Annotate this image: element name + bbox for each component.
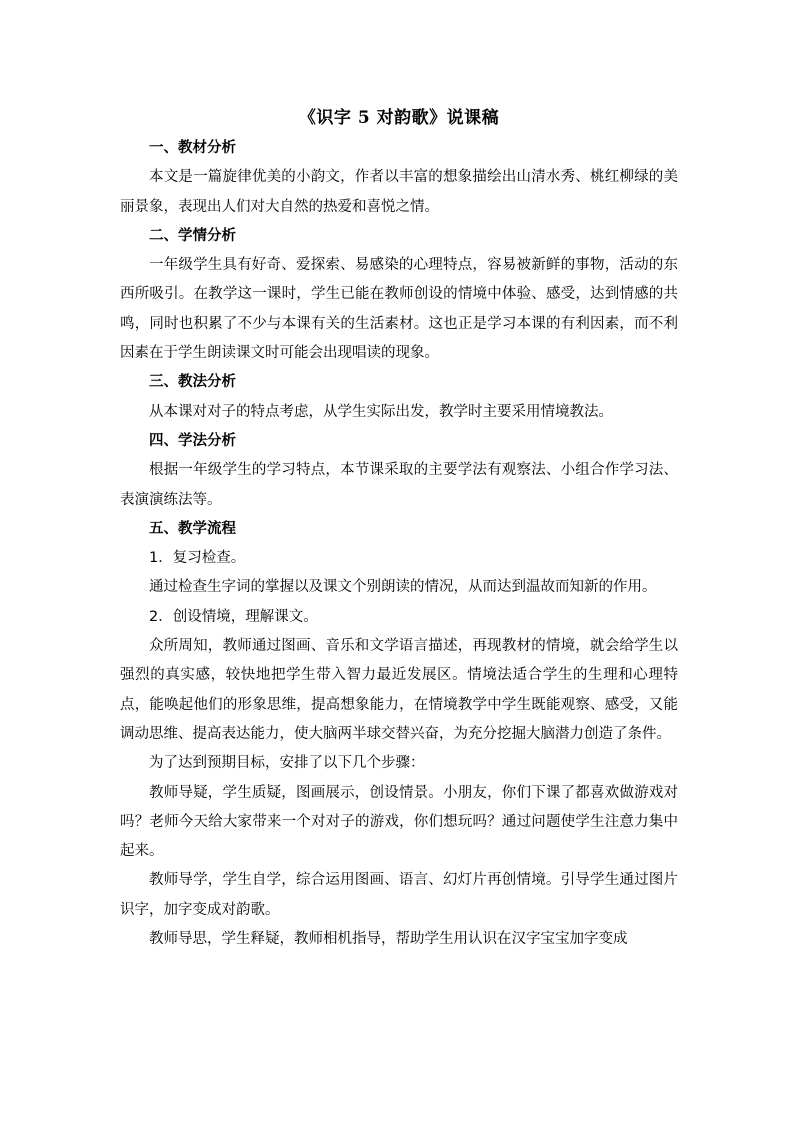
step-review-check: 1．复习检查。 bbox=[149, 550, 246, 567]
section-heading-teaching-method: 三、教法分析 bbox=[149, 374, 236, 391]
paragraph-teaching-method: 从本课对对子的特点考虑，从学生实际出发，教学时主要采用情境教法。 bbox=[149, 403, 613, 420]
paragraph-step-guide-thinking: 教师导思，学生释疑，教师相机指导，帮助学生用认识在汉字宝宝加字变成 bbox=[149, 931, 628, 948]
page-title: 《识字 5 对韵歌》说课稿 bbox=[298, 108, 500, 128]
paragraph-step-guide-learning: 教师导学，学生自学，综合运用图画、语言、幻灯片再创情境。引导学生通过图片识字，加字变成对韵歌。 bbox=[120, 872, 678, 918]
section-heading-learning-method: 四、学法分析 bbox=[149, 432, 236, 449]
step-create-situation: 2．创设情境，理解课文。 bbox=[149, 608, 318, 625]
paragraph-learning-method: 根据一年级学生的学习特点，本节课采取的主要学法有观察法、小组合作学习法、表演演练法等。 bbox=[120, 462, 678, 508]
document-body bbox=[120, 104, 678, 954]
paragraph-student-analysis: 一年级学生具有好奇、爱探索、易感染的心理特点，容易被新鲜的事物，活动的东西所吸引。在教学这一课时，学生已能在教师创设的情境中体验、感受，达到情感的共鸣，同时也积累了不少与本课有关的生活素材。这也正是学习本课的有利因素，而不利因素在于学生朗读课文时可能会出现唱读的现象。 bbox=[120, 257, 678, 362]
paragraph-step-guide-question: 教师导疑，学生质疑，图画展示，创设情景。小朋友，你们下课了都喜欢做游戏对吗？老师今天给大家带来一个对对子的游戏，你们想玩吗？通过问题使学生注意力集中起来。 bbox=[120, 784, 678, 860]
section-heading-student-analysis: 二、学情分析 bbox=[149, 227, 236, 244]
paragraph-textbook-analysis: 本文是一篇旋律优美的小韵文，作者以丰富的想象描绘出山清水秀、桃红柳绿的美丽景象，表现出人们对大自然的热爱和喜悦之情。 bbox=[120, 169, 678, 215]
section-heading-teaching-process: 五、教学流程 bbox=[149, 520, 236, 537]
paragraph-review-check: 通过检查生字词的掌握以及课文个别朗读的情况，从而达到温故而知新的作用。 bbox=[149, 579, 657, 596]
section-heading-textbook-analysis: 一、教材分析 bbox=[149, 140, 236, 156]
paragraph-steps-intro: 为了达到预期目标，安排了以下几个步骤： bbox=[149, 755, 425, 772]
paragraph-situation-method: 众所周知，教师通过图画、音乐和文学语言描述，再现教材的情境，就会给学生以强烈的真实感，较快地把学生带入智力最近发展区。情境法适合学生的生理和心理特点，能唤起他们的形象思维，提高想象能力，在情境教学中学生既能观察、感受，又能调动思维、提高表达能力，使大脑两半球交替兴奋，为充分挖掘大脑潜力创造了条件。 bbox=[120, 638, 678, 742]
